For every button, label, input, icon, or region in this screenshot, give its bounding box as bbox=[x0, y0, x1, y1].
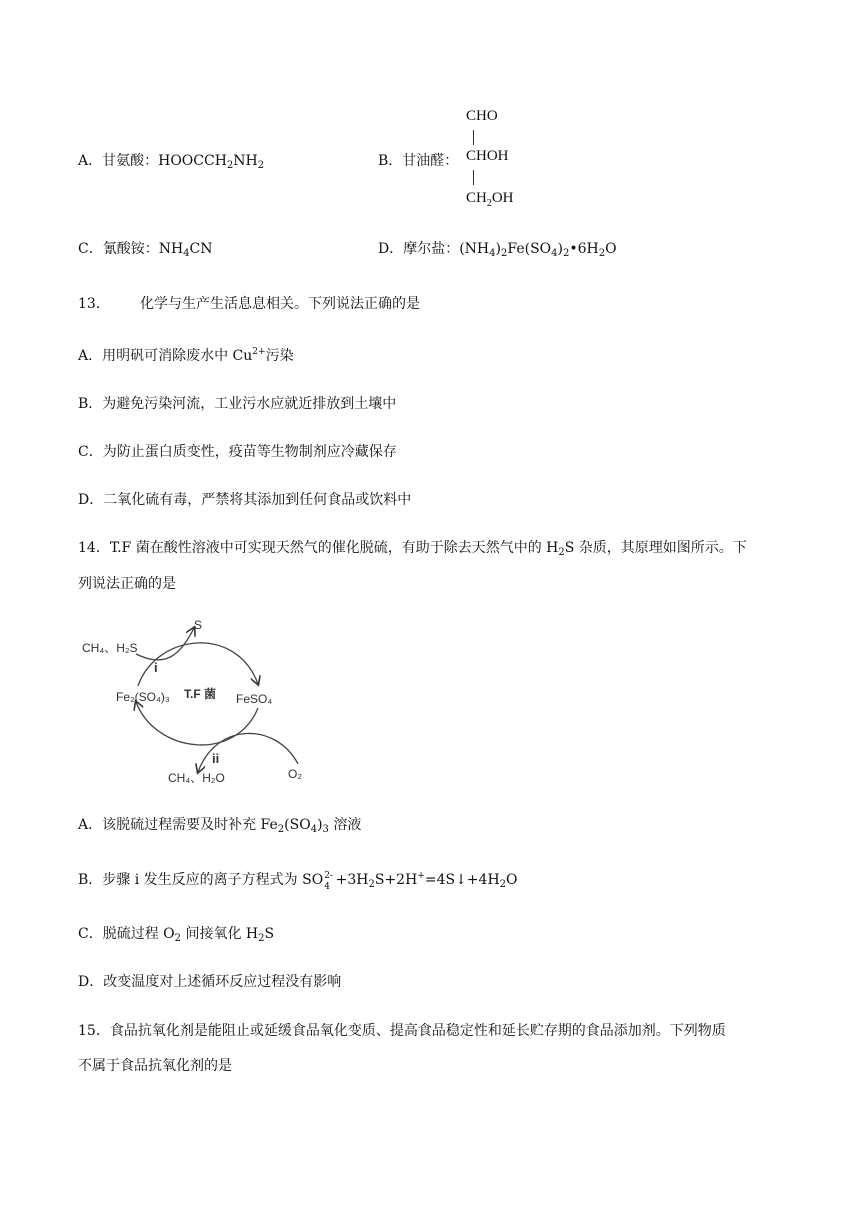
lower-cycle-arrow bbox=[136, 702, 258, 745]
diagram-input-o2: O₂ bbox=[288, 767, 302, 781]
q12-option-c: C．氰酸铵：$NH_4CN$ bbox=[78, 241, 213, 259]
diagram-center-label: T.F 菌 bbox=[184, 687, 216, 701]
diagram-left-compound: Fe₂(SO₄)₃ bbox=[116, 690, 170, 704]
q12-option-b-label: B．甘油醛： bbox=[378, 153, 459, 169]
q13-stem: 化学与生产生活息息相关。下列说法正确的是 bbox=[140, 296, 420, 312]
q14-option-c: C．脱硫过程 $O_2$ 间接氧化 $H_2S$ bbox=[78, 926, 275, 944]
q13-option-a: A．用明矾可消除废水中 $Cu^{2+}$污染 bbox=[78, 347, 294, 364]
q14-option-d: D．改变温度对上述循环反应过程没有影响 bbox=[78, 974, 342, 990]
diagram-input-top: CH₄、H₂S bbox=[82, 641, 138, 655]
q13-number: 13． bbox=[78, 296, 110, 312]
q13-option-d: D．二氧化硫有毒，严禁将其添加到任何食品或饮料中 bbox=[78, 492, 412, 508]
q15-stem-line1: 15．食品抗氧化剂是能阻止或延缓食品氧化变质、提高食品稳定性和延长贮存期的食品添加剂。下列物质 bbox=[78, 1023, 726, 1039]
q14-option-a: A．该脱硫过程需要及时补充 $Fe_2(SO_4)_3$ 溶液 bbox=[78, 817, 362, 835]
q12-option-a: A．甘氨酸：$HOOCCH_2NH_2$ bbox=[78, 153, 265, 171]
glyceraldehyde-structure: CHO CHOH $CH_2OH$ bbox=[466, 108, 514, 209]
q14-option-b: B．步骤 i 发生反应的离子方程式为 SO 2- 4 $+3H_2S+2H^+=4S↓+4H_2O$ bbox=[78, 871, 518, 892]
diagram-step-i: i bbox=[154, 660, 158, 675]
tf-bacteria-cycle-diagram bbox=[76, 614, 316, 789]
q12-option-d: D．摩尔盐：$(NH_4)_2Fe(SO_4)_2•6H_2O$ bbox=[378, 241, 617, 259]
q14-stem-line2: 列说法正确的是 bbox=[78, 576, 176, 592]
q13-option-c: C．为防止蛋白质变性，疫苗等生物制剂应冷藏保存 bbox=[78, 444, 397, 460]
diagram-output-bottom: CH₄、H₂O bbox=[168, 771, 225, 785]
diagram-step-ii: ii bbox=[212, 751, 220, 766]
q13-option-b: B．为避免污染河流，工业污水应就近排放到土壤中 bbox=[78, 396, 397, 412]
q15-stem-line2: 不属于食品抗氧化剂的是 bbox=[78, 1058, 232, 1074]
q14-stem-line1: 14．T.F 菌在酸性溶液中可实现天然气的催化脱硫，有助于除去天然气中的 $H_2S$ 杂质，其原理如图所示。下 bbox=[78, 540, 747, 558]
diagram-output-s: S bbox=[194, 618, 203, 632]
diagram-right-compound: FeSO₄ bbox=[236, 692, 273, 706]
